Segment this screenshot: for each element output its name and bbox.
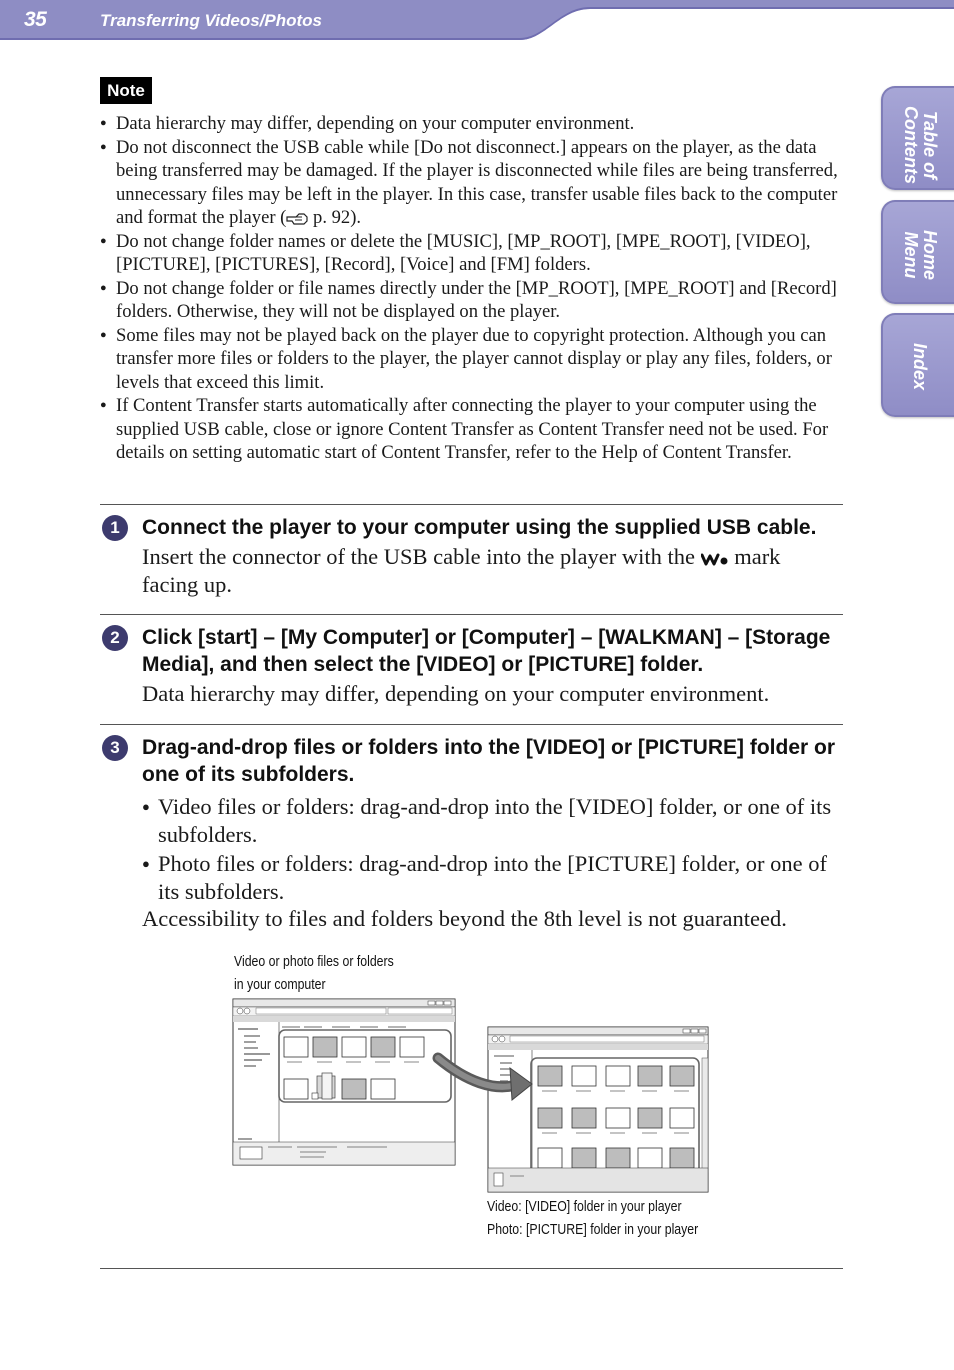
note-badge: Note [100, 77, 152, 104]
step-bullet: ● Photo files or folders: drag-and-drop into the [PICTURE] folder, or one of its subfolders. [142, 850, 842, 905]
step-body: Insert the connector of the USB cable into the player with the mark facing up. [142, 544, 781, 597]
step-heading: Drag-and-drop files or folders into the [VIDEO] or [PICTURE] folder or one of its subfolders. [142, 736, 836, 786]
tab-table-of-contents[interactable] [881, 86, 954, 190]
note-list [100, 112, 845, 465]
figure-caption-left: Video or photo files or folders in your computer [234, 953, 394, 993]
divider [100, 614, 843, 615]
tab-label: Index [910, 343, 930, 391]
computer-window [233, 999, 455, 1165]
step-body: Data hierarchy may differ, depending on your computer environment. [142, 681, 770, 706]
note-item: ● Do not change folder names or delete the [MUSIC], [MP_ROOT], [MPE_ROOT], [VIDEO], [PICTURE], [PICTURES], [Record], [Voice] and [FM] folders. [100, 230, 845, 277]
tab-label: Home Menu [901, 230, 940, 281]
figure-caption-right: Video: [VIDEO] folder in your player Photo: [PICTURE] folder in your player [487, 1198, 699, 1238]
step-heading: Click [start] – [My Computer] or [Computer] – [WALKMAN] – [Storage Media], and then select the [VIDEO] or [PICTURE] folder. [142, 626, 831, 676]
tab-index[interactable] [881, 313, 954, 417]
divider [100, 1268, 843, 1269]
note-item: ● If Content Transfer starts automatically after connecting the player to your computer using the supplied USB cable, close or ignore Content Transfer as Content Transfer need not be used. For details on setting automatic start of Content Transfer, refer to the Help of Content Transfer. [100, 394, 845, 465]
drag-and-drop-illustration [232, 996, 712, 1196]
step-number-badge: 3 [102, 735, 128, 761]
page-header [0, 0, 954, 40]
page-number: 35 [24, 8, 47, 31]
player-window [488, 1027, 708, 1192]
page-title: Transferring Videos/Photos [100, 11, 322, 30]
note-item: ● Do not disconnect the USB cable while [Do not disconnect.] appears on the player, as the data being transferred may be damaged. If the player is disconnected while files are being transferred, unnecessary files may be left in the player. In this case, transfer usable files back to the computer and format the player ( p. 92). [100, 136, 845, 230]
walkman-logo-icon [701, 552, 729, 566]
note-item: ● Do not change folder or file names directly under the [MP_ROOT], [MPE_ROOT] and [Record] folders. Otherwise, they will not be displayed on the player. [100, 277, 845, 324]
tab-label: Table of Contents [901, 106, 940, 184]
step-body: Accessibility to files and folders beyond the 8th level is not guaranteed. [142, 906, 787, 931]
note-item: ● Some files may not be played back on the player due to copyright protection. Although you can transfer more files or folders to the player, the player cannot display or play any files, folders, or levels that exceed this limit. [100, 324, 845, 395]
divider [100, 504, 843, 505]
divider [100, 724, 843, 725]
pointing-hand-icon [286, 211, 308, 225]
step-bullet: ● Video files or folders: drag-and-drop into the [VIDEO] folder, or one of its subfolders. [142, 793, 842, 848]
tab-home-menu[interactable] [881, 200, 954, 304]
note-item: ● Data hierarchy may differ, depending on your computer environment. [100, 112, 845, 136]
step-heading: Connect the player to your computer using the supplied USB cable. [142, 516, 817, 539]
step-number-badge: 1 [102, 515, 128, 541]
step-number-badge: 2 [102, 625, 128, 651]
